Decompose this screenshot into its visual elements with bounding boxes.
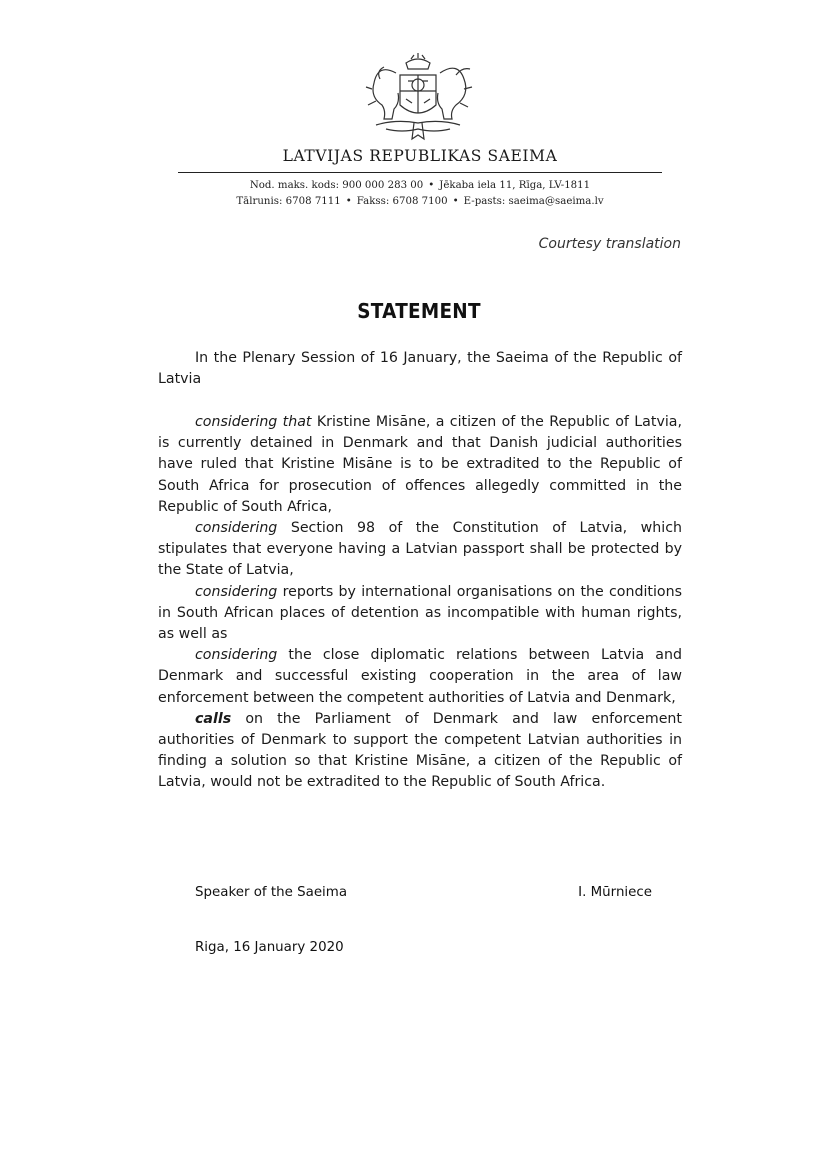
clause-text: Kristine Misāne, a citizen of the Republic of Latvia, is currently detained in Denmark and that Danish judicial authorities have ruled that Kristine Misāne is to be extradited to the Republic of South Africa for prosecution of offences allegedly committed in the Republic of South Africa, xyxy=(158,414,682,515)
registration-code: Nod. maks. kods: 900 000 283 00 xyxy=(249,180,424,191)
clause-lead: considering that xyxy=(195,414,312,430)
clauses-block xyxy=(158,412,682,794)
clause-lead: considering xyxy=(195,520,278,537)
courtesy-translation-note: Courtesy translation xyxy=(538,236,681,252)
separator-dot: • xyxy=(452,196,459,207)
clause-text: reports by international organisations on the conditions in South African places of detention as incompatible with human rights, as well as xyxy=(158,583,682,643)
clause-text: the close diplomatic relations between Latvia and Denmark and successful existing cooperation in the area of law enforcement between the competent authorities of Latvia and Denmark, xyxy=(158,647,682,706)
clause-paragraph xyxy=(158,518,682,582)
coat-of-arms-emblem xyxy=(356,53,480,145)
clause-text: Section 98 of the Constitution of Latvia, which stipulates that everyone having a Latvian passport shall be protected by the State of Latvia, xyxy=(158,520,682,579)
clause-lead: calls xyxy=(195,710,232,727)
clause-text: on the Parliament of Denmark and law enforcement authorities of Denmark to support the competent Latvian authorities in finding a solution so that Kristine Misāne, a citizen of the Republic of Latvia, would not be extradited to the Republic of South Africa. xyxy=(158,710,682,791)
contact-line-2 xyxy=(178,196,662,207)
intro-block xyxy=(158,348,682,390)
phone: Tālrunis: 6708 7111 xyxy=(236,196,341,207)
fax: Fakss: 6708 7100 xyxy=(356,196,448,207)
intro-paragraph: In the Plenary Session of 16 January, the Saeima of the Republic of Latvia xyxy=(158,350,682,388)
clause-paragraph xyxy=(158,709,682,794)
clause-lead: considering xyxy=(195,583,278,600)
separator-dot: • xyxy=(345,196,352,207)
address: Jēkaba iela 11, Rīga, LV-1811 xyxy=(439,180,591,191)
signatory-name: I. Mūrniece xyxy=(578,885,652,900)
place-and-date: Riga, 16 January 2020 xyxy=(195,940,344,955)
signatory-title: Speaker of the Saeima xyxy=(195,885,348,900)
email: E-pasts: saeima@saeima.lv xyxy=(463,196,604,207)
document-title: STATEMENT xyxy=(357,299,481,323)
clause-paragraph xyxy=(158,582,682,646)
clause-paragraph xyxy=(158,412,682,518)
contact-line-1 xyxy=(178,180,662,191)
clause-paragraph xyxy=(158,645,682,709)
separator-dot: • xyxy=(428,180,435,191)
header-divider xyxy=(178,172,662,173)
clause-lead: considering xyxy=(195,647,278,664)
organization-name: LATVIJAS REPUBLIKAS SAEIMA xyxy=(282,147,558,165)
